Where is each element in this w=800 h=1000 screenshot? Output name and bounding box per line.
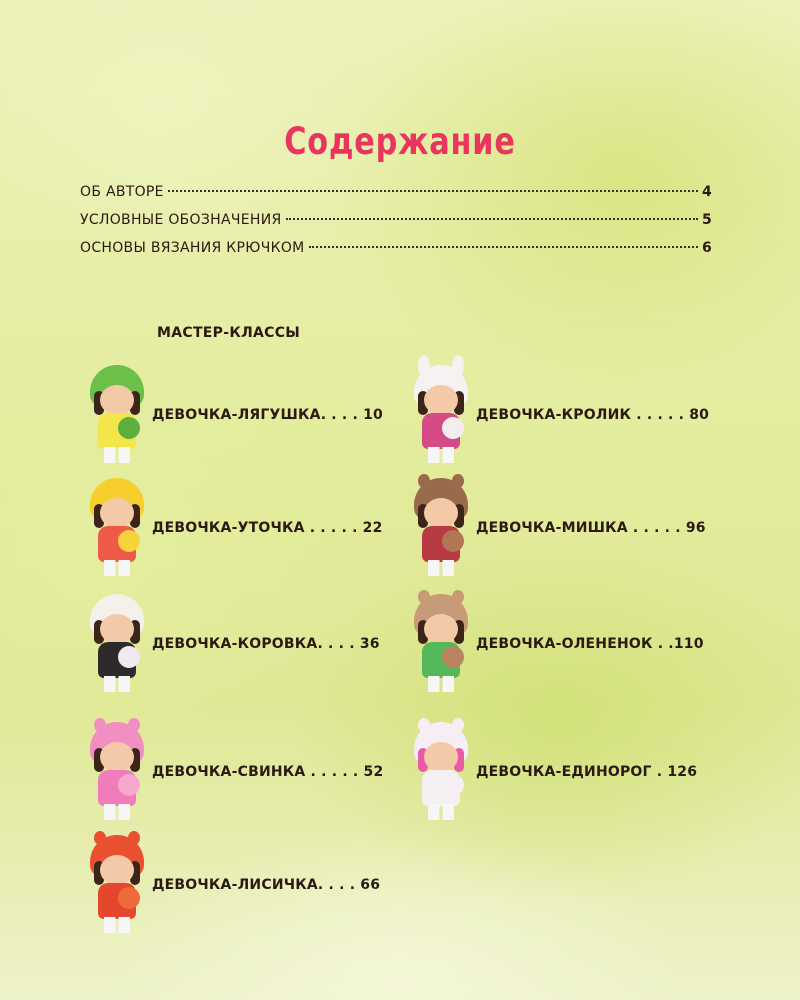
frog-doll-icon	[84, 365, 150, 465]
class-entry-fox[interactable]	[84, 830, 380, 940]
pig-doll-icon	[84, 722, 150, 822]
class-entry-text: ДЕВОЧКА-КРОЛИК . . . . . 80	[476, 407, 710, 423]
toc-leader-dots	[286, 218, 698, 220]
cow-doll-icon	[84, 594, 150, 694]
class-entry-pig[interactable]	[84, 717, 383, 827]
bear-doll-icon	[408, 478, 474, 578]
class-entry-text: ДЕВОЧКА-КОРОВКА. . . . 36	[152, 636, 380, 652]
toc-leader-dots	[168, 190, 698, 192]
toc-label: ОБ АВТОРЕ	[80, 184, 164, 200]
class-entry-bear[interactable]	[408, 473, 706, 583]
class-entry-text: ДЕВОЧКА-ЛЯГУШКА. . . . 10	[152, 407, 383, 423]
toc-entry-crochet-basics[interactable]	[80, 240, 712, 264]
section-heading-master-classes: МАСТЕР-КЛАССЫ	[157, 325, 301, 341]
bunny-doll-icon	[408, 365, 474, 465]
toc-leader-dots	[309, 246, 698, 248]
toc-entry-about-author[interactable]	[80, 184, 712, 208]
class-entry-text: ДЕВОЧКА-ЕДИНОРОГ . 126	[476, 764, 698, 780]
toc-label: ОСНОВЫ ВЯЗАНИЯ КРЮЧКОМ	[80, 240, 305, 256]
deer-doll-icon	[408, 594, 474, 694]
class-entry-cow[interactable]	[84, 589, 380, 699]
duck-doll-icon	[84, 478, 150, 578]
page-title: Содержание	[284, 120, 516, 163]
toc-entry-symbols[interactable]	[80, 212, 712, 236]
toc-page-number: 6	[701, 240, 712, 256]
doll-toy	[118, 417, 140, 439]
class-entry-bunny[interactable]	[408, 360, 709, 470]
toc-page-number: 5	[701, 212, 712, 228]
class-entry-duck[interactable]	[84, 473, 383, 583]
toc-label: УСЛОВНЫЕ ОБОЗНАЧЕНИЯ	[80, 212, 282, 228]
toc-page-number: 4	[701, 184, 712, 200]
fox-doll-icon	[84, 835, 150, 935]
class-entry-text: ДЕВОЧКА-ЛИСИЧКА. . . . 66	[152, 877, 381, 893]
class-entry-frog[interactable]	[84, 360, 383, 470]
class-entry-text: ДЕВОЧКА-МИШКА . . . . . 96	[476, 520, 706, 536]
class-entry-unicorn[interactable]	[408, 717, 697, 827]
class-entry-deer[interactable]	[408, 589, 704, 699]
class-entry-text: ДЕВОЧКА-ОЛЕНЕНОК . .110	[476, 636, 704, 652]
class-entry-text: ДЕВОЧКА-СВИНКА . . . . . 52	[152, 764, 384, 780]
class-entry-text: ДЕВОЧКА-УТОЧКА . . . . . 22	[152, 520, 383, 536]
unicorn-doll-icon	[408, 722, 474, 822]
doll-face	[100, 385, 134, 415]
